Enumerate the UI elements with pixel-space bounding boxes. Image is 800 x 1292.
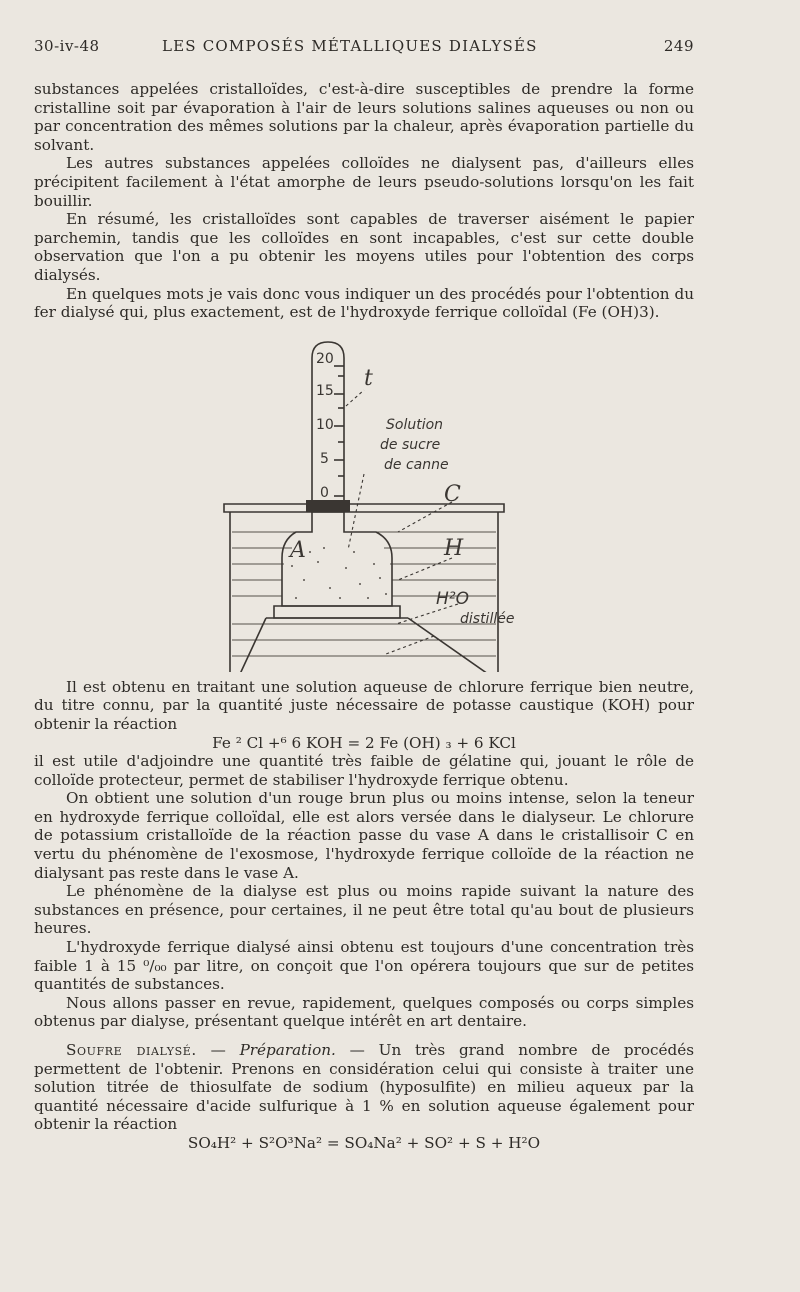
paragraph-7: On obtient une solution d'un rouge brun plus ou moins intense, selon la teneur en hydroxyde ferrique colloïdal, elle est alors versée dans le dialyseur. Le chlorure de potassium cristalloïde de la réaction passe du vase A dans le cristallisoir C en vertu du phénomène de l'exosmose, l'hydroxyde ferrique colloïde de la réaction ne dialysant pas reste dans le vase A. <box>34 789 694 882</box>
dialyzer-figure <box>34 336 694 672</box>
scale-label-15: 15 <box>316 382 334 399</box>
label-de-canne: de canne <box>384 456 449 473</box>
preparation-label: Préparation. <box>239 1041 336 1059</box>
label-h2o: H²O <box>436 588 469 609</box>
header-date: 30-iv-48 <box>34 37 100 55</box>
equation-1: Fe ² Cl +⁶ 6 KOH = 2 Fe (OH) ₃ + 6 KCl <box>212 733 516 752</box>
scale-label-0: 0 <box>320 484 329 501</box>
paragraph-5: Il est obtenu en traitant une solution aqueuse de chlorure ferrique bien neutre, du titre connu, par la quantité juste nécessaire de potasse caustique (KOH) pour obtenir la réaction <box>34 677 694 733</box>
label-de-sucre: de sucre <box>380 436 441 453</box>
paragraph-1: substances appelées cristalloïdes, c'est-à-dire susceptibles de prendre la forme cristalline soit par évaporation à l'air de leurs solutions salines aqueuses ou non ou par concentration des mêmes solutions par la chaleur, après évaporation partielle du solvant. <box>34 80 694 154</box>
page-body <box>34 80 694 1153</box>
support-stand <box>240 618 488 672</box>
paragraph-11 <box>34 1041 694 1134</box>
scale-label-20: 20 <box>316 350 334 367</box>
paragraph-11-text: Un très grand nombre de procédés permettent de l'obtenir. Prenons en considération celui qui consiste à traiter une solution titrée de thiosulfate de sodium (hyposulfite) en milieu aqueux par la quantité nécessaire d'acide sulfurique à 1 % en solution aqueuse également pour obtenir la réaction <box>34 1041 694 1134</box>
paragraph-9: L'hydroxyde ferrique dialysé ainsi obtenu est toujours d'une concentration très faible 1 à 15 ⁰/₀₀ par litre, on conçoit que l'on opérera toujours que sur de petites quantités de substances. <box>34 938 694 994</box>
dash-1: — <box>196 1041 240 1059</box>
crystallizer-rim <box>224 504 504 512</box>
scale-label-5: 5 <box>320 450 329 467</box>
page-number: 249 <box>663 37 694 55</box>
header-title: LES COMPOSÉS MÉTALLIQUES DIALYSÉS <box>162 37 538 55</box>
equation-2: SO₄H² + S²O³Na² = SO₄Na² + SO² + S + H²O <box>187 1133 541 1152</box>
label-a: A <box>290 537 306 563</box>
paragraph-6: il est utile d'adjoindre une quantité très faible de gélatine qui, jouant le rôle de colloïde protecteur, permet de stabiliser l'hydroxyde ferrique obtenu. <box>34 752 694 789</box>
paragraph-10: Nous allons passer en revue, rapidement, quelques composés ou corps simples obtenus par dialyse, présentant quelque intérêt en art dentaire. <box>34 993 694 1031</box>
paragraph-8: Le phénomène de la dialyse est plus ou moins rapide suivant la nature des substances en présence, pour certaines, il ne peut être total qu'au bout de plusieurs heures. <box>34 882 694 938</box>
label-solution: Solution <box>386 416 444 433</box>
parchment-membrane <box>274 606 400 618</box>
running-header <box>34 37 694 59</box>
paragraph-3: En résumé, les cristalloïdes sont capables de traverser aisément le papier parchemin, tandis que les colloïdes en sont incapables, c'est sur cette double observation que l'on a pu obtenir les moyens utiles pour l'obtention des corps dialysés. <box>34 210 694 284</box>
label-h: H <box>444 535 464 561</box>
label-c: C <box>444 481 461 507</box>
label-t: t <box>364 365 373 391</box>
scale-label-10: 10 <box>316 416 334 433</box>
dash-2: — <box>335 1041 379 1059</box>
paragraph-4: En quelques mots je vais donc vous indiquer un des procédés pour l'obtention du fer dialysé qui, plus exactement, est de l'hydroxyde ferrique colloïdal (Fe (OH)3). <box>34 284 694 322</box>
section-heading: Soufre dialysé. <box>66 1041 197 1059</box>
label-distillee: distillée <box>460 610 515 627</box>
paragraph-2: Les autres substances appelées colloïdes ne dialysent pas, d'ailleurs elles précipitent facilement à l'état amorphe de leurs pseudo-solutions lorsqu'on les fait bouillir. <box>34 154 694 210</box>
